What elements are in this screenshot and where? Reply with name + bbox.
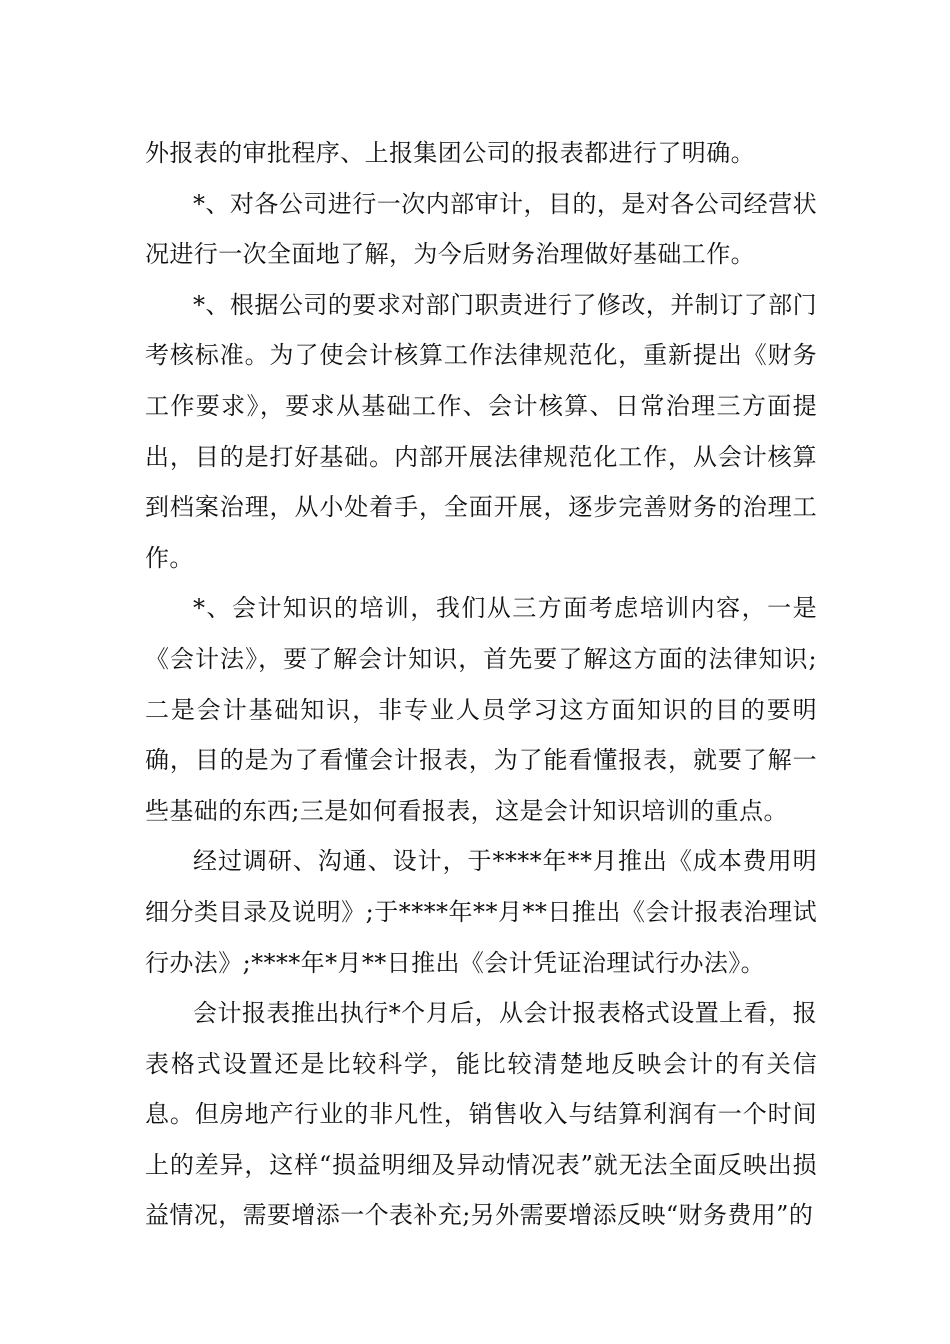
paragraph-regulations-released: 经过调研、沟通、设计，于****年**月推出《成本费用明细分类目录及说明》;于****年**月**日推出《会计报表治理试行办法》;****年*月**日推出《会计凭证治理试行办法》。	[145, 847, 817, 977]
paragraph-internal-audit: *、对各公司进行一次内部审计，目的，是对各公司经营状况进行一次全面地了解，为今后财务治理做好基础工作。	[145, 189, 817, 269]
paragraph-report-evaluation: 会计报表推出执行*个月后，从会计报表格式设置上看，报表格式设置还是比较科学，能比较清楚地反映会计的有关信息。但房地产行业的非凡性，销售收入与结算利润有一个时间上的差异，这样“损益明细及异动情况表”就无法全面反映出损益情况，需要增添一个表补充;另外需要增添反映“财务费用”的	[145, 999, 817, 1230]
document-body	[145, 128, 817, 1241]
paragraph-continuation: 外报表的审批程序、上报集团公司的报表都进行了明确。	[145, 139, 755, 167]
paragraph-department-duties: *、根据公司的要求对部门职责进行了修改，并制订了部门考核标准。为了使会计核算工作法律规范化，重新提出《财务工作要求》，要求从基础工作、会计核算、日常治理三方面提出，目的是打好基础。内部开展法律规范化工作，从会计核算到档案治理，从小处着手，全面开展，逐步完善财务的治理工作。	[145, 290, 817, 572]
paragraph-accounting-training: *、会计知识的培训，我们从三方面考虑培训内容，一是《会计法》，要了解会计知识，首先要了解这方面的法律知识;二是会计基础知识，非专业人员学习这方面知识的目的要明确，目的是为了看懂会计报表，为了能看懂报表，就要了解一些基础的东西;三是如何看报表，这是会计知识培训的重点。	[145, 594, 817, 825]
